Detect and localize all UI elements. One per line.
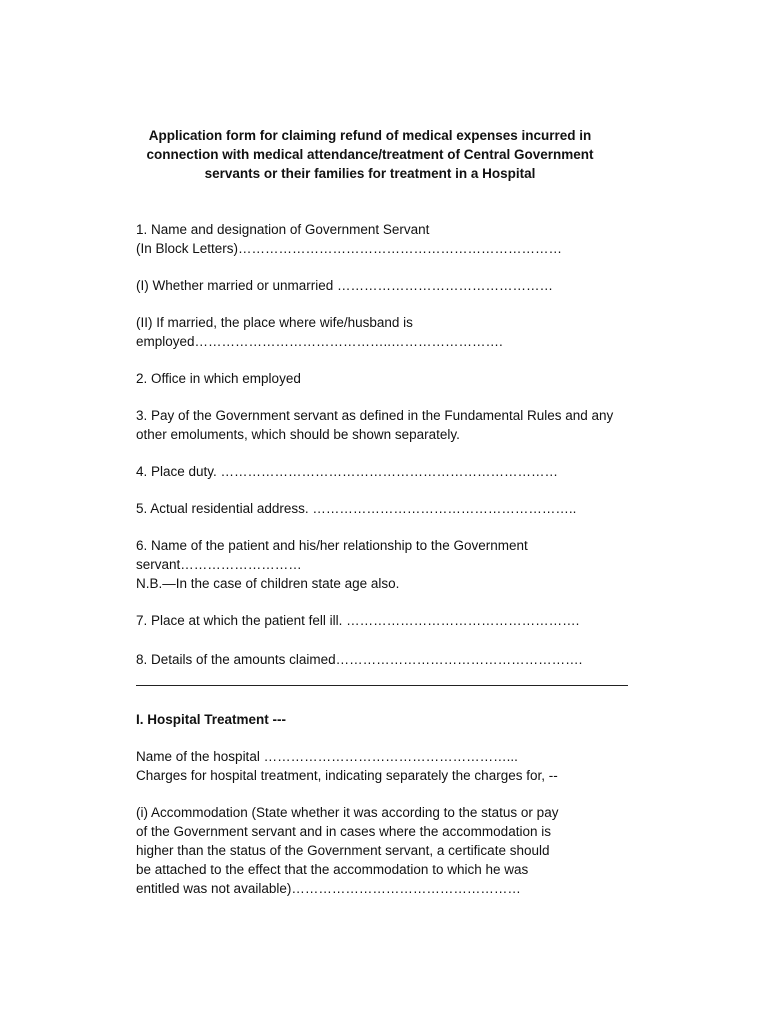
item-5-address: 5. Actual residential address. ………………………………………………….. <box>136 501 577 516</box>
item-8-amounts: 8. Details of the amounts claimed………………………………………………. <box>136 652 583 667</box>
form-title <box>120 126 620 183</box>
item-1-spouse-place-line-2: employed……………………………………..……………………. <box>136 334 503 349</box>
hospital-charges: Charges for hospital treatment, indicating separately the charges for, -- <box>136 768 558 783</box>
item-1-spouse-place-line-1: (II) If married, the place where wife/husband is <box>136 315 413 330</box>
divider-line <box>136 685 628 686</box>
accommodation-line-5: entitled was not available)…………………………………………… <box>136 881 521 896</box>
title-line-3: servants or their families for treatment in a Hospital <box>204 166 536 181</box>
accommodation-line-2: of the Government servant and in cases where the accommodation is <box>136 824 551 839</box>
item-3-pay-line-2: other emoluments, which should be shown separately. <box>136 427 460 442</box>
item-6-patient-line-1: 6. Name of the patient and his/her relationship to the Government <box>136 538 528 553</box>
item-1-label: 1. Name and designation of Government Servant <box>136 222 430 237</box>
item-3-pay-line-1: 3. Pay of the Government servant as defined in the Fundamental Rules and any <box>136 408 614 423</box>
section-heading-hospital-treatment: I. Hospital Treatment --- <box>136 712 287 727</box>
item-6-patient-line-2: servant……………………… <box>136 557 302 572</box>
accommodation-line-1: (i) Accommodation (State whether it was according to the status or pay <box>136 805 559 820</box>
item-2-office: 2. Office in which employed <box>136 371 301 386</box>
hospital-name: Name of the hospital ………………………………………………... <box>136 749 518 764</box>
title-line-2: connection with medical attendance/treatment of Central Government <box>146 147 594 162</box>
item-7-place-ill: 7. Place at which the patient fell ill. ……………………………………………. <box>136 613 580 628</box>
item-6-note: N.B.—In the case of children state age also. <box>136 576 400 591</box>
item-1-block-letters: (In Block Letters)……………………………………………………………… <box>136 241 563 256</box>
accommodation-line-4: be attached to the effect that the accommodation to which he was <box>136 862 529 877</box>
accommodation-line-3: higher than the status of the Government servant, a certificate should <box>136 843 550 858</box>
item-4-place-duty: 4. Place duty. ………………………………………………………………… <box>136 464 559 479</box>
title-line-1: Application form for claiming refund of medical expenses incurred in <box>148 128 592 143</box>
item-1-married: (I) Whether married or unmarried ………………………………………… <box>136 278 554 293</box>
